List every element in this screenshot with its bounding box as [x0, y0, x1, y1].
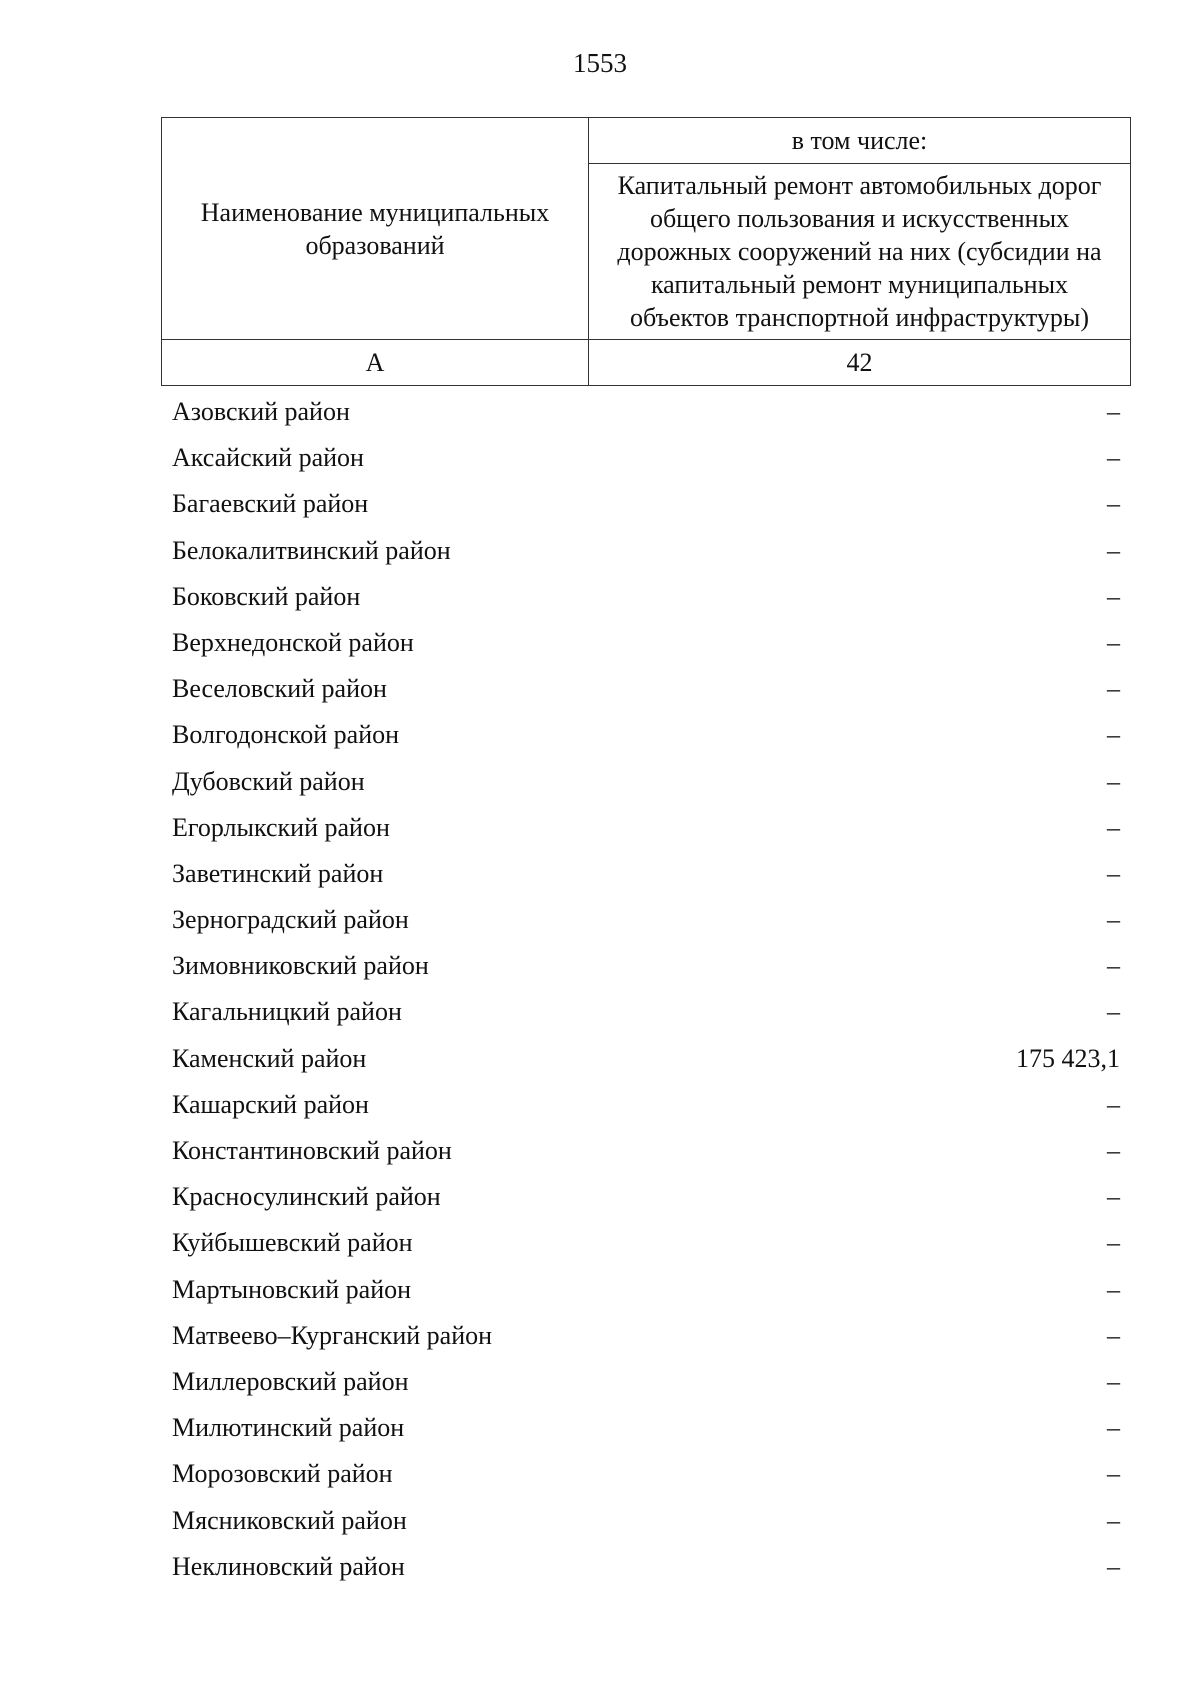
row-value: –	[1107, 674, 1120, 704]
table-row	[172, 759, 1120, 805]
row-value: –	[1107, 1320, 1120, 1350]
table-row	[172, 1313, 1120, 1359]
row-name: Мясниковский район	[172, 1505, 407, 1535]
table-row	[172, 1498, 1120, 1544]
row-value: –	[1107, 397, 1120, 426]
table-row	[172, 1359, 1120, 1405]
row-value: –	[1107, 1089, 1120, 1119]
row-name: Куйбышевский район	[172, 1228, 413, 1258]
row-name: Константиновский район	[172, 1136, 452, 1165]
row-value: –	[1107, 1228, 1120, 1258]
column-header-name: Наименование муниципальных образований	[162, 118, 589, 340]
table-row	[172, 1036, 1120, 1082]
row-name: Матвеево–Курганский район	[172, 1320, 493, 1350]
row-value: 175 423,1	[1016, 1043, 1120, 1073]
table-row	[172, 435, 1120, 481]
row-value: –	[1107, 443, 1120, 473]
row-name: Веселовский район	[172, 674, 387, 704]
page-number: 1553	[573, 48, 627, 78]
table-row	[172, 897, 1120, 943]
table-row	[172, 1220, 1120, 1266]
row-name: Верхнедонской район	[172, 627, 414, 657]
row-value: –	[1107, 720, 1120, 750]
row-value: –	[1107, 1366, 1120, 1396]
row-value: –	[1107, 951, 1120, 981]
column-code-name: А	[162, 340, 589, 386]
row-name: Кагальницкий район	[172, 997, 402, 1027]
table-row	[172, 1174, 1120, 1220]
row-name: Неклиновский район	[172, 1551, 405, 1581]
row-name: Красносулинский район	[172, 1182, 441, 1212]
row-value: –	[1107, 1505, 1120, 1535]
table-row	[172, 1128, 1120, 1174]
row-name: Егорлыкский район	[172, 812, 390, 842]
row-name: Аксайский район	[172, 443, 364, 473]
table-row	[172, 989, 1120, 1035]
row-value: –	[1107, 535, 1120, 565]
table-row	[172, 1451, 1120, 1497]
table-row	[172, 1405, 1120, 1451]
column-code-value: 42	[589, 340, 1131, 386]
table-row	[172, 851, 1120, 897]
row-name: Дубовский район	[172, 766, 365, 796]
row-name: Морозовский район	[172, 1459, 393, 1489]
row-value: –	[1107, 1551, 1120, 1581]
row-name: Кашарский район	[172, 1089, 369, 1119]
row-value: –	[1107, 1274, 1120, 1304]
row-name: Каменский район	[172, 1043, 367, 1073]
row-value: –	[1107, 1136, 1120, 1165]
row-name: Боковский район	[172, 581, 361, 611]
table-row	[172, 712, 1120, 758]
row-value: –	[1107, 1413, 1120, 1443]
row-name: Заветинский район	[172, 858, 384, 888]
row-value: –	[1107, 1459, 1120, 1489]
table-row	[172, 574, 1120, 620]
row-value: –	[1107, 997, 1120, 1027]
column-header-value: Капитальный ремонт автомобильных дорог общего пользования и искусственных дорожных сооружений на них (субсидии на капитальный ремонт муниципальных объектов транспортной инфраструктуры)	[589, 164, 1131, 340]
row-name: Азовский район	[172, 397, 350, 426]
table-header	[161, 117, 1131, 386]
row-value: –	[1107, 766, 1120, 796]
row-value: –	[1107, 812, 1120, 842]
column-header-including: в том числе:	[589, 118, 1131, 164]
row-value: –	[1107, 489, 1120, 519]
row-name: Багаевский район	[172, 489, 369, 519]
table-row	[172, 666, 1120, 712]
table-row	[172, 1544, 1120, 1590]
table-row	[172, 481, 1120, 527]
row-value: –	[1107, 905, 1120, 935]
table-row	[172, 805, 1120, 851]
table-row	[172, 620, 1120, 666]
data-rows	[172, 389, 1120, 1590]
table-row	[172, 943, 1120, 989]
row-name: Зерноградский район	[172, 905, 409, 935]
row-value: –	[1107, 858, 1120, 888]
row-name: Волгодонской район	[172, 720, 400, 750]
row-name: Белокалитвинский район	[172, 535, 451, 565]
table-row	[172, 1267, 1120, 1313]
row-name: Милютинский район	[172, 1413, 405, 1443]
row-value: –	[1107, 581, 1120, 611]
row-name: Зимовниковский район	[172, 951, 429, 981]
row-value: –	[1107, 1182, 1120, 1212]
table-row	[172, 1082, 1120, 1128]
row-name: Мартыновский район	[172, 1274, 412, 1304]
table-row	[172, 389, 1120, 435]
table-row	[172, 528, 1120, 574]
row-value: –	[1107, 627, 1120, 657]
row-name: Миллеровский район	[172, 1366, 409, 1396]
